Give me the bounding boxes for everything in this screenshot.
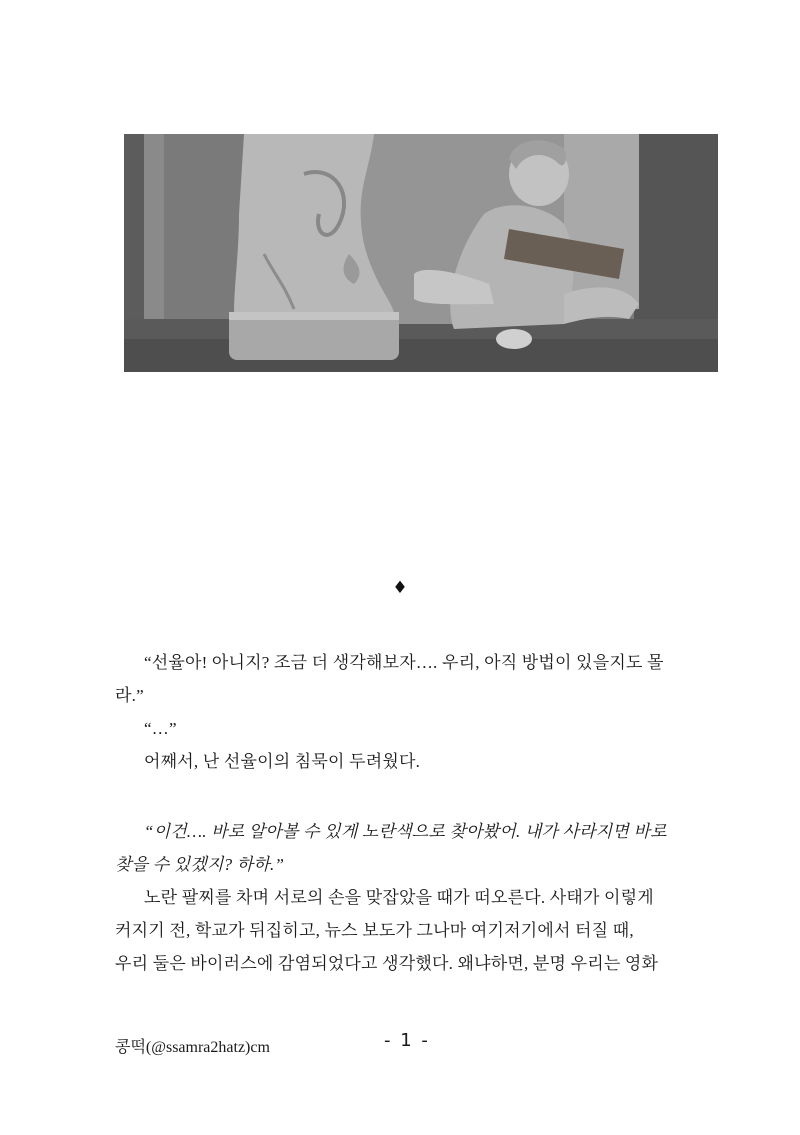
section-separator bbox=[0, 578, 800, 598]
paragraph-1-line-2: 라.” bbox=[115, 686, 144, 705]
paragraph-1-line-1: “선율아! 아니지? 조금 더 생각해보자…. 우리, 아직 방법이 있을지도 몰 bbox=[144, 653, 664, 672]
paragraph-2: “…” bbox=[144, 719, 177, 738]
paragraph-5-line-3: 우리 둘은 바이러스에 감염되었다고 생각했다. 왜냐하면, 분명 우리는 영화 bbox=[115, 954, 659, 973]
footer-author: 콩떡(@ssamra2hatz)cm bbox=[115, 1039, 270, 1056]
paragraph-4-line-2: 찾을 수 있겠지? 하하.” bbox=[115, 855, 285, 874]
paragraph-5-line-2: 커지기 전, 학교가 뒤집히고, 뉴스 보도가 그나마 여기저기에서 터질 때, bbox=[115, 921, 634, 940]
statue-illustration bbox=[124, 134, 718, 372]
water-drop-icon: ♦ bbox=[392, 578, 408, 598]
paragraph-5-line-1: 노란 팔찌를 차며 서로의 손을 맞잡았을 때가 떠오른다. 사태가 이렇게 bbox=[144, 888, 654, 907]
page-number: - 1 - bbox=[384, 1030, 430, 1051]
statue-photo bbox=[124, 134, 718, 372]
paragraph-3: 어째서, 난 선율이의 침묵이 두려웠다. bbox=[144, 752, 421, 771]
paragraph-4-line-1: “이건…. 바로 알아볼 수 있게 노란색으로 찾아봤어. 내가 사라지면 바로 bbox=[144, 822, 667, 841]
